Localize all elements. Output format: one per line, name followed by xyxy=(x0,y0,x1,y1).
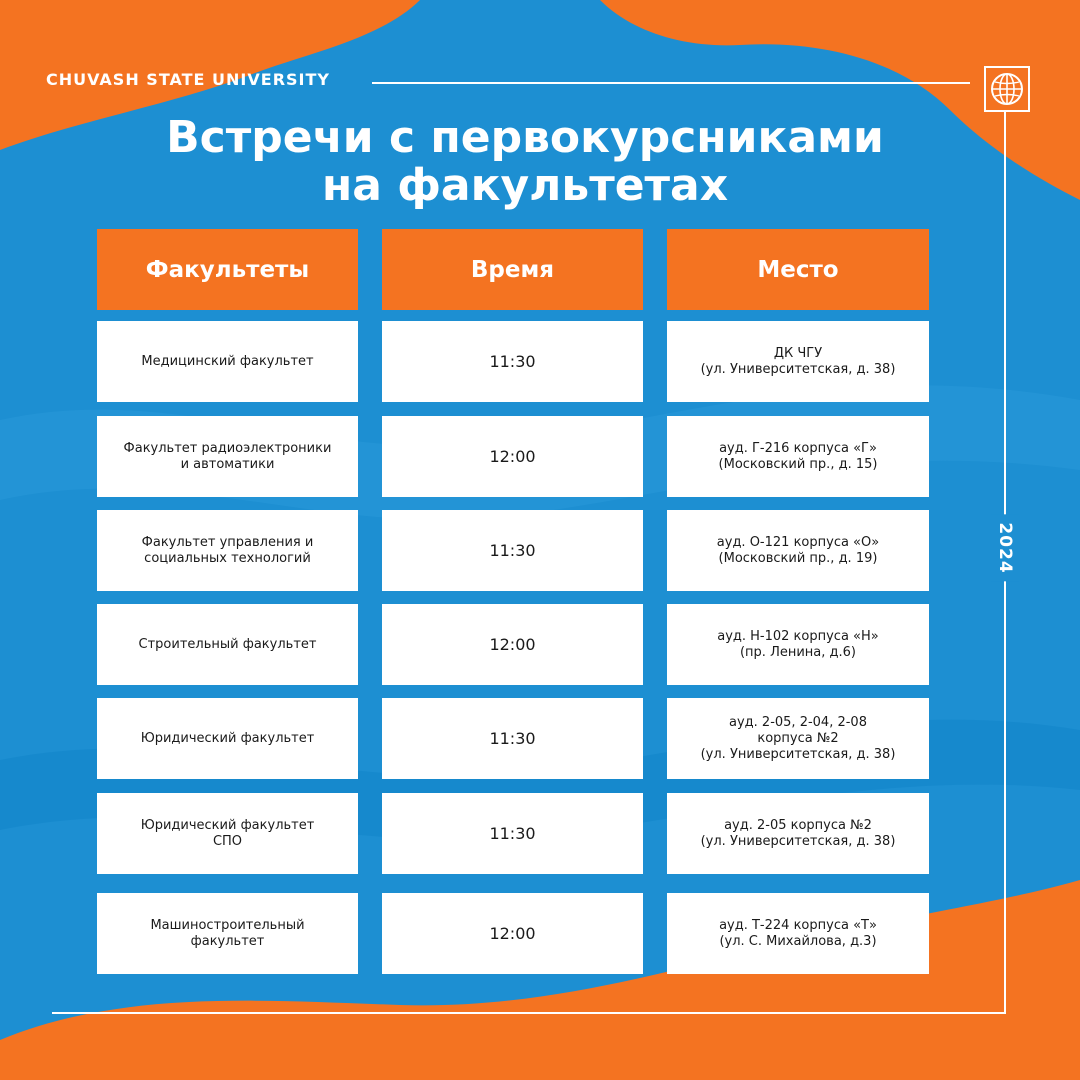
time-cell: 11:30 xyxy=(382,510,643,591)
faculty-cell: Факультет управления и социальных технологий xyxy=(97,510,358,591)
header-place: Место xyxy=(667,229,929,310)
place-cell: ауд. Н-102 корпуса «Н» (пр. Ленина, д.6) xyxy=(667,604,929,685)
place-cell: ауд. 2-05 корпуса №2 (ул. Университетская, д. 38) xyxy=(667,793,929,874)
university-logo xyxy=(984,66,1030,112)
header-time: Время xyxy=(382,229,643,310)
place-cell: ауд. О-121 корпуса «О» (Московский пр., д. 19) xyxy=(667,510,929,591)
time-cell: 11:30 xyxy=(382,793,643,874)
faculty-cell: Юридический факультет СПО xyxy=(97,793,358,874)
place-cell: ауд. Т-224 корпуса «Т» (ул. С. Михайлова, д.3) xyxy=(667,893,929,974)
page-title-line-2: на факультетах xyxy=(321,160,729,211)
faculty-cell: Строительный факультет xyxy=(97,604,358,685)
page-title-line-1: Встречи с первокурсниками xyxy=(166,112,884,163)
year-label: 2024 xyxy=(991,514,1019,581)
time-cell: 11:30 xyxy=(382,698,643,779)
faculty-cell: Машиностроительный факультет xyxy=(97,893,358,974)
faculty-cell: Медицинский факультет xyxy=(97,321,358,402)
time-cell: 12:00 xyxy=(382,604,643,685)
time-cell: 12:00 xyxy=(382,893,643,974)
faculty-cell: Факультет радиоэлектроники и автоматики xyxy=(97,416,358,497)
frame-bottom-line xyxy=(52,1012,1006,1014)
time-cell: 11:30 xyxy=(382,321,643,402)
time-cell: 12:00 xyxy=(382,416,643,497)
place-cell: ДК ЧГУ (ул. Университетская, д. 38) xyxy=(667,321,929,402)
place-cell: ауд. 2-05, 2-04, 2-08 корпуса №2 (ул. Университетская, д. 38) xyxy=(667,698,929,779)
globe-logo-icon xyxy=(990,72,1024,106)
place-cell: ауд. Г-216 корпуса «Г» (Московский пр., д. 15) xyxy=(667,416,929,497)
faculty-cell: Юридический факультет xyxy=(97,698,358,779)
brand-name: CHUVASH STATE UNIVERSITY xyxy=(46,70,330,89)
header-faculties: Факультеты xyxy=(97,229,358,310)
header-divider xyxy=(372,82,970,84)
